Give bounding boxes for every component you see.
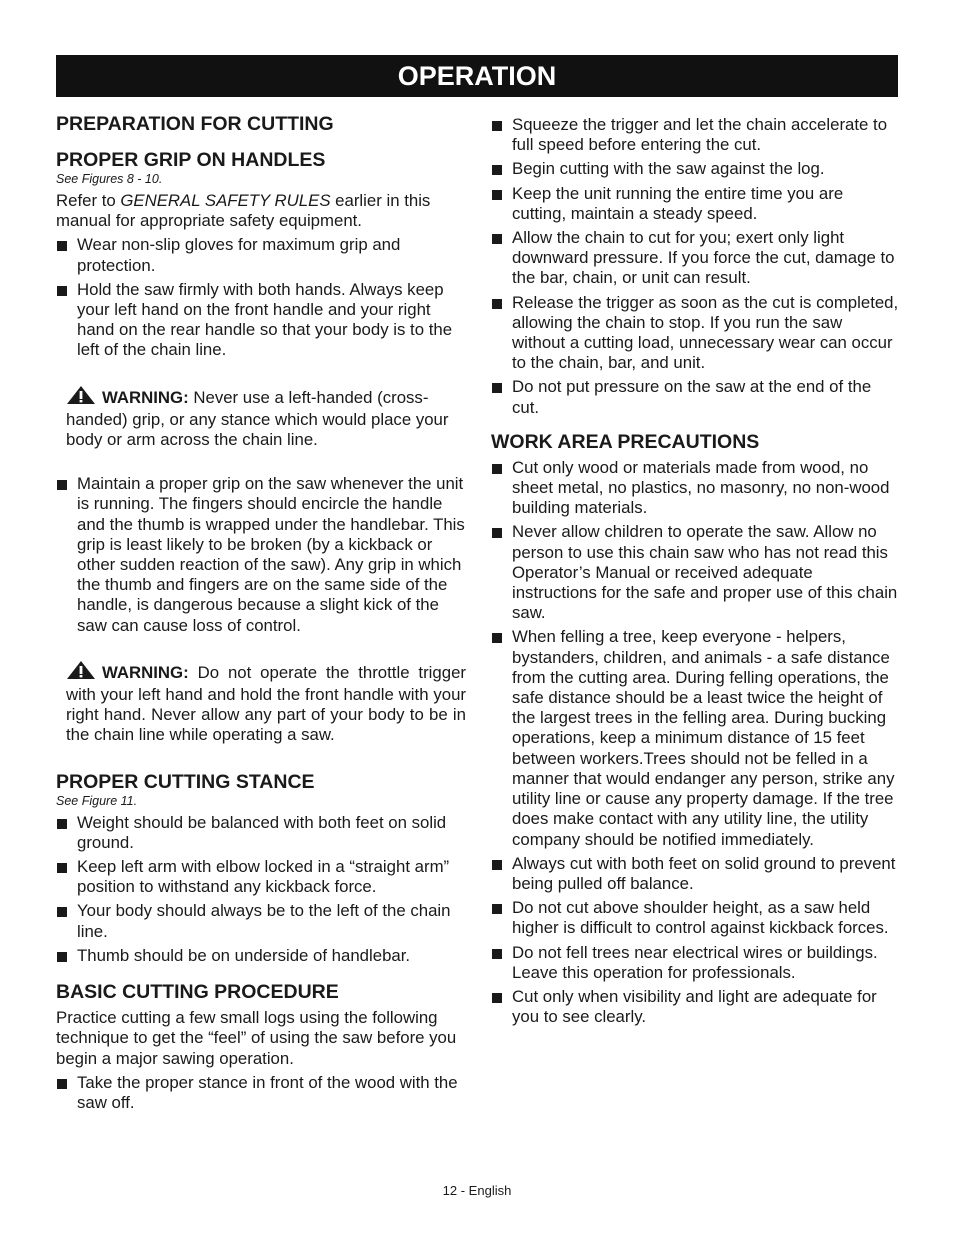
see-figure-stance: See Figure 11. [56, 793, 138, 808]
list-item: Do not put pressure on the saw at the end of the cut. [491, 377, 899, 417]
right-column [491, 112, 899, 1031]
list-item: Release the trigger as soon as the cut is completed, allowing the chain to stop. If you run the saw without a cutting load, unnecessary wear can occur to the chain, bar, and unit. [491, 293, 899, 374]
list-item: Cut only wood or materials made from wood, no sheet metal, no plastics, no masonry, no non-wood building materials. [491, 458, 899, 519]
warning-triangle-icon [66, 385, 96, 410]
list-item: Do not cut above shoulder height, as a saw held higher is difficult to control against kickback forces. [491, 898, 899, 938]
list-item: Always cut with both feet on solid ground to prevent being pulled off balance. [491, 854, 899, 894]
heading-cutting-stance: PROPER CUTTING STANCE [56, 770, 315, 793]
section-title: OPERATION [56, 55, 898, 97]
heading-preparation: PREPARATION FOR CUTTING [56, 113, 334, 135]
list-item: Weight should be balanced with both feet on solid ground. [56, 813, 466, 853]
grip-list-2 [56, 474, 466, 636]
warning-throttle: WARNING: Do not operate the throttle trigger with your left hand and hold the front handle with your right hand. Never allow any part of your body to be in the chain line while operating a saw. [56, 660, 466, 746]
list-item: Take the proper stance in front of the wood with the saw off. [56, 1073, 466, 1113]
work-area-list [491, 458, 899, 1027]
list-item: When felling a tree, keep everyone - helpers, bystanders, children, and animals - a safe distance from the cutting area. During felling operations, the safe distance should be a least twice the height of the largest trees in the felling area. During bucking operations, keep a minimum distance of 15 feet between workers.Trees should not be felled in a manner that would endanger any person, strike any utility line or cause any property damage. If the tree does make contact with any utility line, the utility company should be notified immediately. [491, 627, 899, 849]
grip-list [56, 235, 466, 360]
warning-label: WARNING: [102, 662, 189, 682]
heading-basic-cutting: BASIC CUTTING PROCEDURE [56, 981, 339, 1004]
list-item: Wear non-slip gloves for maximum grip and protection. [56, 235, 466, 275]
basic-list-continued [491, 115, 899, 418]
basic-intro: Practice cutting a few small logs using the following technique to get the “feel” of using the saw before you begin a major sawing operation. [56, 1008, 457, 1068]
basic-list [56, 1073, 466, 1113]
stance-list [56, 813, 466, 966]
list-item: Thumb should be on underside of handlebar. [56, 946, 466, 966]
page-number: 12 - English [442, 1183, 512, 1198]
heading-work-area: WORK AREA PRECAUTIONS [491, 430, 760, 453]
left-column [56, 112, 466, 1117]
list-item: Hold the saw firmly with both hands. Always keep your left hand on the front handle and your right hand on the rear handle so that your body is to the left of the chain line. [56, 280, 466, 361]
list-item: Begin cutting with the saw against the log. [491, 159, 899, 179]
heading-proper-grip: PROPER GRIP ON HANDLES [56, 149, 326, 171]
grip-intro: Refer to GENERAL SAFETY RULES earlier in this manual for appropriate safety equipment. [56, 191, 431, 231]
list-item: Squeeze the trigger and let the chain accelerate to full speed before entering the cut. [491, 115, 899, 155]
list-item: Keep left arm with elbow locked in a “straight arm” position to withstand any kickback force. [56, 857, 466, 897]
list-item: Allow the chain to cut for you; exert only light downward pressure. If you force the cut, damage to the bar, chain, or unit can result. [491, 228, 899, 289]
list-item: Maintain a proper grip on the saw whenever the unit is running. The fingers should encircle the handle and the thumb is wrapped under the handlebar. This grip is least likely to be broken (by a kickback or other sudden reaction of the saw). Any grip in which the thumb and fingers are on the same side of the handle, is dangerous because a slight kick of the saw can cause loss of control. [56, 474, 466, 636]
list-item: Do not fell trees near electrical wires or buildings. Leave this operation for professionals. [491, 943, 899, 983]
list-item: Never allow children to operate the saw. Allow no person to use this chain saw who has not read this Operator’s Manual or received adequate instructions for the safe and proper use of this chain saw. [491, 522, 899, 623]
list-item: Keep the unit running the entire time you are cutting, maintain a steady speed. [491, 184, 899, 224]
warning-label: WARNING: [102, 387, 189, 407]
warning-cross-handed: WARNING: Never use a left-handed (cross-handed) grip, or any stance which would place your body or arm across the chain line. [56, 385, 466, 451]
list-item: Your body should always be to the left of the chain line. [56, 901, 466, 941]
warning-triangle-icon [66, 660, 96, 685]
safety-rules-reference: GENERAL SAFETY RULES [120, 191, 331, 210]
list-item: Cut only when visibility and light are adequate for you to see clearly. [491, 987, 899, 1027]
see-figures-grip: See Figures 8 - 10. [56, 172, 163, 186]
